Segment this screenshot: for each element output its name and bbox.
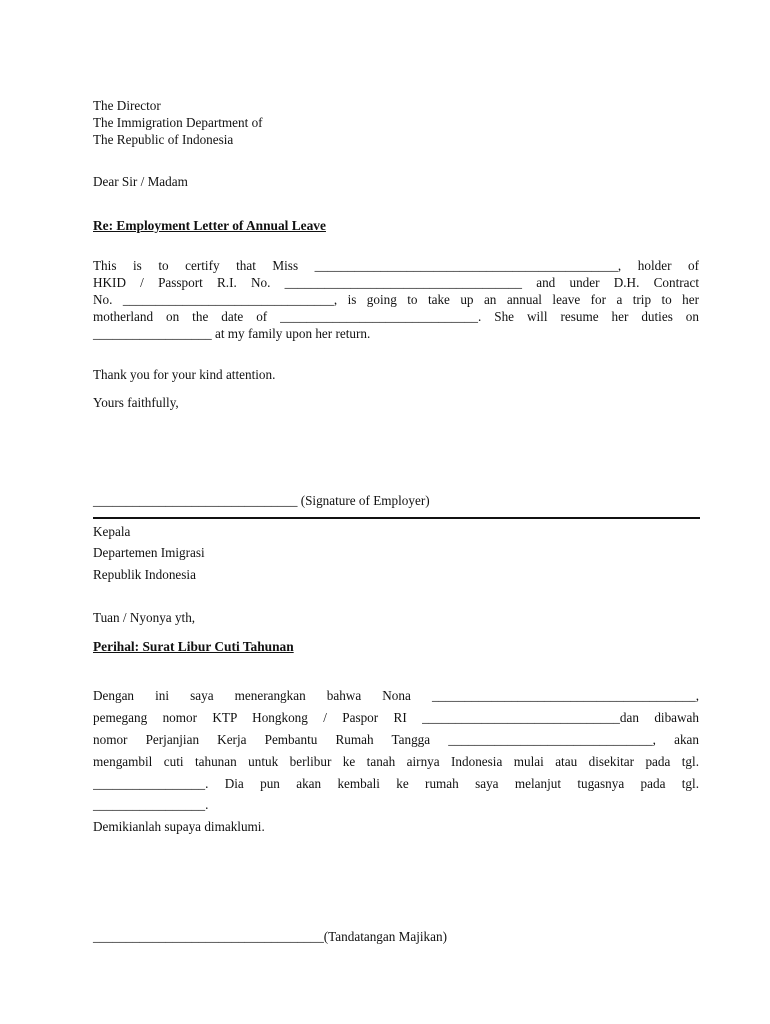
en-thanks: Thank you for your kind attention.	[93, 367, 276, 382]
id-body-line-4: mengambil cuti tahunan untuk berlibur ke tanah airnya Indonesia mulai atau disekitar pada tgl.	[93, 754, 699, 769]
en-body-line-3: No. ________________________________, is going to take up an annual leave for a trip to her	[93, 292, 699, 307]
id-body-line-2: pemegang nomor KTP Hongkong / Paspor RI ______________________________dan dibawah	[93, 710, 699, 725]
id-address-line-1: Kepala	[93, 524, 131, 539]
id-heading: Perihal: Surat Libur Cuti Tahunan	[93, 639, 294, 654]
en-address-line-2: The Immigration Department of	[93, 115, 263, 130]
en-closing: Yours faithfully,	[93, 395, 179, 410]
id-body-line-1: Dengan ini saya menerangkan bahwa Nona ________________________________________,	[93, 688, 699, 703]
section-divider	[93, 517, 700, 519]
en-heading: Re: Employment Letter of Annual Leave	[93, 218, 326, 233]
id-address-line-2: Departemen Imigrasi	[93, 545, 205, 560]
id-salutation: Tuan / Nyonya yth,	[93, 610, 196, 625]
id-closing: Demikianlah supaya dimaklumi.	[93, 819, 265, 834]
en-body-line-2: HKID / Passport R.I. No. ____________________________________ and under D.H. Contract	[93, 275, 699, 290]
id-signature-line: ___________________________________(Tandatangan Majikan)	[93, 929, 447, 944]
id-body-line-6: _________________.	[93, 797, 209, 812]
en-address-line-3: The Republic of Indonesia	[93, 132, 234, 147]
id-body-line-5: _________________. Dia pun akan kembali ke rumah saya melanjut tugasnya pada tgl.	[93, 776, 699, 791]
en-body-line-5: __________________ at my family upon her return.	[93, 326, 371, 341]
en-body-line-4: motherland on the date of ______________________________. She will resume her duties on	[93, 309, 699, 324]
en-signature-line: _______________________________ (Signature of Employer)	[93, 493, 430, 508]
id-address-line-3: Republik Indonesia	[93, 567, 196, 582]
en-salutation: Dear Sir / Madam	[93, 174, 188, 189]
id-body-line-3: nomor Perjanjian Kerja Pembantu Rumah Tangga _______________________________, akan	[93, 732, 699, 747]
en-body-line-1: This is to certify that Miss ______________________________________________, holder of	[93, 258, 699, 273]
en-address-line-1: The Director	[93, 98, 161, 113]
